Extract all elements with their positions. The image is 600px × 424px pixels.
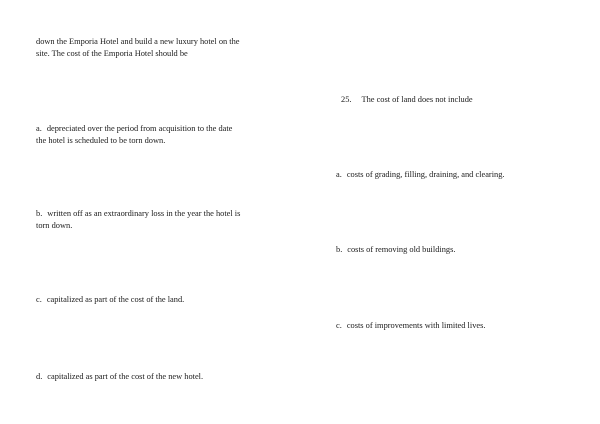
answer-option-c	[36, 294, 184, 306]
q25-answer-option-b-line	[336, 244, 455, 256]
q25-answer-option-b	[336, 244, 455, 256]
question-text-line-1: down the Emporia Hotel and build a new luxury hotel on the	[36, 37, 240, 46]
answer-option-b-line-2: torn down.	[36, 221, 73, 230]
option-text: costs of grading, filling, draining, and clearing.	[346, 170, 505, 179]
option-letter: a.	[36, 124, 42, 133]
question-text-line-2: site. The cost of the Emporia Hotel should be	[36, 49, 188, 58]
q25-answer-option-a-line	[336, 169, 505, 181]
question-continuation-text	[36, 36, 240, 60]
answer-option-b-line-1	[36, 208, 240, 220]
option-text: capitalized as part of the cost of the new hotel.	[47, 372, 204, 381]
answer-option-a-line-2: the hotel is scheduled to be torn down.	[36, 136, 166, 145]
answer-option-d-line-1	[36, 371, 203, 383]
option-letter: c.	[336, 321, 342, 330]
option-letter: a.	[336, 170, 342, 179]
q25-answer-option-c	[336, 320, 485, 332]
answer-option-a-line-1	[36, 123, 232, 135]
option-letter: b.	[36, 209, 43, 218]
answer-option-b	[36, 208, 240, 232]
option-letter: c.	[36, 295, 42, 304]
question-25	[341, 94, 473, 106]
option-text: costs of improvements with limited lives.	[346, 321, 486, 330]
answer-option-d	[36, 371, 203, 383]
option-text: depreciated over the period from acquisition to the date	[46, 124, 233, 133]
option-text: costs of removing old buildings.	[347, 245, 456, 254]
question-number: 25.	[341, 95, 352, 104]
answer-option-c-line-1	[36, 294, 184, 306]
option-letter: d.	[36, 372, 43, 381]
q25-answer-option-a	[336, 169, 505, 181]
option-text: capitalized as part of the cost of the land.	[46, 295, 185, 304]
answer-option-a	[36, 123, 232, 147]
q25-answer-option-c-line	[336, 320, 485, 332]
question-text: The cost of land does not include	[361, 95, 473, 104]
question-25-line	[341, 94, 473, 106]
option-letter: b.	[336, 245, 343, 254]
option-text: written off as an extraordinary loss in the year the hotel is	[47, 209, 241, 218]
